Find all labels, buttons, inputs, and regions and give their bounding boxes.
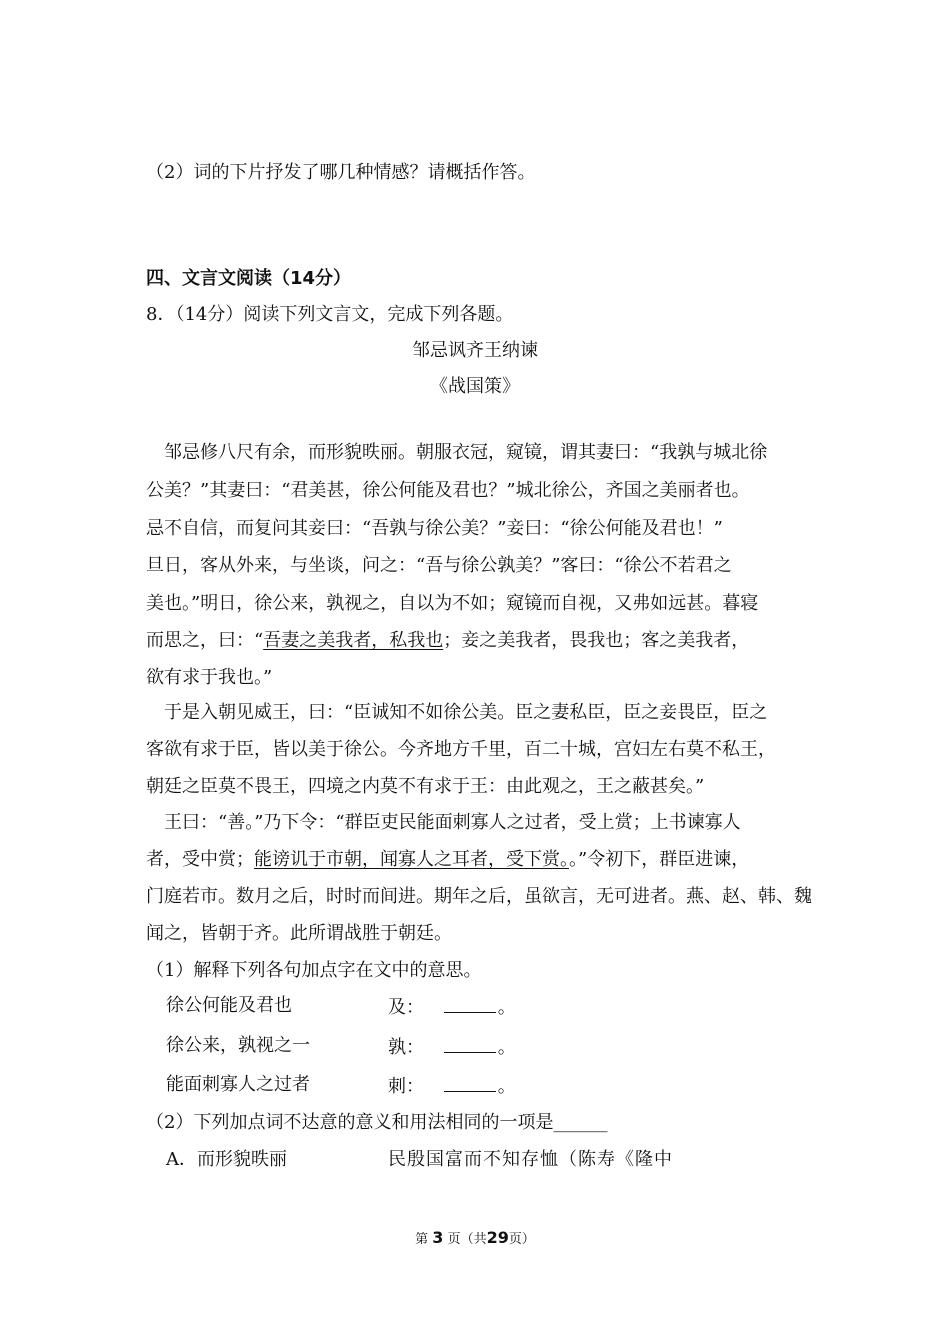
question-intro: 8．（14分）阅读下列文言文，完成下列各题。 <box>146 304 514 325</box>
explain-sentence: 徐公来，孰视之一 <box>166 1035 310 1056</box>
text-run: ；妾之美我者，畏我也；客之美我者， <box>443 630 750 651</box>
period: 。 <box>497 997 516 1018</box>
sub-question-2: （2）下列加点词不达意的意义和用法相同的一项是______ <box>146 1112 608 1133</box>
page-footer <box>0 1228 950 1250</box>
period: 。 <box>497 1076 516 1097</box>
period: 。 <box>497 1037 516 1058</box>
passage-source: 《战国策》 <box>430 376 520 397</box>
explain-answer-row <box>388 995 516 1021</box>
explain-answer-row <box>388 1035 516 1061</box>
passage-line: 旦日，客从外来，与坐谈，问之：“吾与徐公孰美？”客曰：“徐公不若君之 <box>146 555 732 576</box>
passage-line: 朝廷之臣莫不畏王，四境之内莫不有求于王：由此观之，王之蔽甚矣。” <box>146 776 705 797</box>
target-char: 及： <box>388 997 424 1018</box>
footer-text: 页） <box>508 1232 535 1247</box>
explain-sentence: 能面刺寡人之过者 <box>166 1074 310 1095</box>
passage-line <box>146 847 749 873</box>
total-pages: 29 <box>486 1228 509 1247</box>
passage-title: 邹忌讽齐王纳谏 <box>412 340 538 361</box>
option-a-text: 民殷国富而不知存恤（陈寿《隆中 <box>388 1149 673 1170</box>
explain-sentence: 徐公何能及君也 <box>166 995 292 1016</box>
option-a-label: A．而形貌昳丽 <box>166 1149 287 1170</box>
passage-line <box>146 628 749 654</box>
answer-blank[interactable] <box>444 996 496 1013</box>
footer-text: 页（共 <box>447 1232 487 1247</box>
target-char: 孰： <box>388 1037 424 1058</box>
text-run: 。”令初下，群臣进谏， <box>569 849 750 870</box>
text-run: 而思之，曰：“ <box>146 630 264 651</box>
passage-line: 客欲有求于臣，皆以美于徐公。今齐地方千里，百二十城，宫妇左右莫不私王， <box>146 739 776 760</box>
passage-line: 邹忌修八尺有余，而形貌昳丽。朝服衣冠，窥镜，谓其妻曰：“我孰与城北徐 <box>146 442 768 463</box>
passage-line: 美也。”明日，徐公来，孰视之，自以为不如；窥镜而自视，又弗如远甚。暮寝 <box>146 593 759 614</box>
passage-line: 闻之，皆朝于齐。此所谓战胜于朝廷。 <box>146 923 452 944</box>
section-heading: 四、文言文阅读（14分） <box>146 268 352 289</box>
sub-question-1: （1）解释下列各句加点字在文中的意思。 <box>146 960 482 981</box>
text-run: 者，受中赏； <box>146 849 254 870</box>
passage-line: 于是入朝见威王，曰：“臣诚知不如徐公美。臣之妻私臣，臣之妾畏臣，臣之 <box>146 702 768 723</box>
page-number: 3 <box>432 1228 444 1247</box>
passage-line: 门庭若市。数月之后，时时而间进。期年之后，虽欲言，无可进者。燕、赵、韩、魏 <box>146 886 812 907</box>
target-char: 刺： <box>388 1076 424 1097</box>
passage-line: 王曰：“善。”乃下令：“群臣吏民能面刺寡人之过者，受上赏；上书谏寡人 <box>146 812 741 833</box>
passage-line: 欲有求于我也。” <box>146 667 273 688</box>
explain-answer-row <box>388 1074 516 1100</box>
answer-blank[interactable] <box>444 1036 496 1053</box>
answer-blank[interactable] <box>444 1075 496 1092</box>
passage-line: 忌不自信，而复问其妾曰：“吾孰与徐公美？”妾曰：“徐公何能及君也！” <box>146 518 723 539</box>
underlined-sentence: 能谤讥于市朝，闻寡人之耳者，受下赏。 <box>254 849 569 870</box>
previous-sub-question: （2）词的下片抒发了哪几种情感？请概括作答。 <box>146 162 536 183</box>
passage-line: 公美？”其妻曰：“君美甚，徐公何能及君也？”城北徐公，齐国之美丽者也。 <box>146 480 750 501</box>
footer-text: 第 <box>415 1232 429 1247</box>
underlined-sentence: 吾妻之美我者，私我也 <box>263 630 444 651</box>
